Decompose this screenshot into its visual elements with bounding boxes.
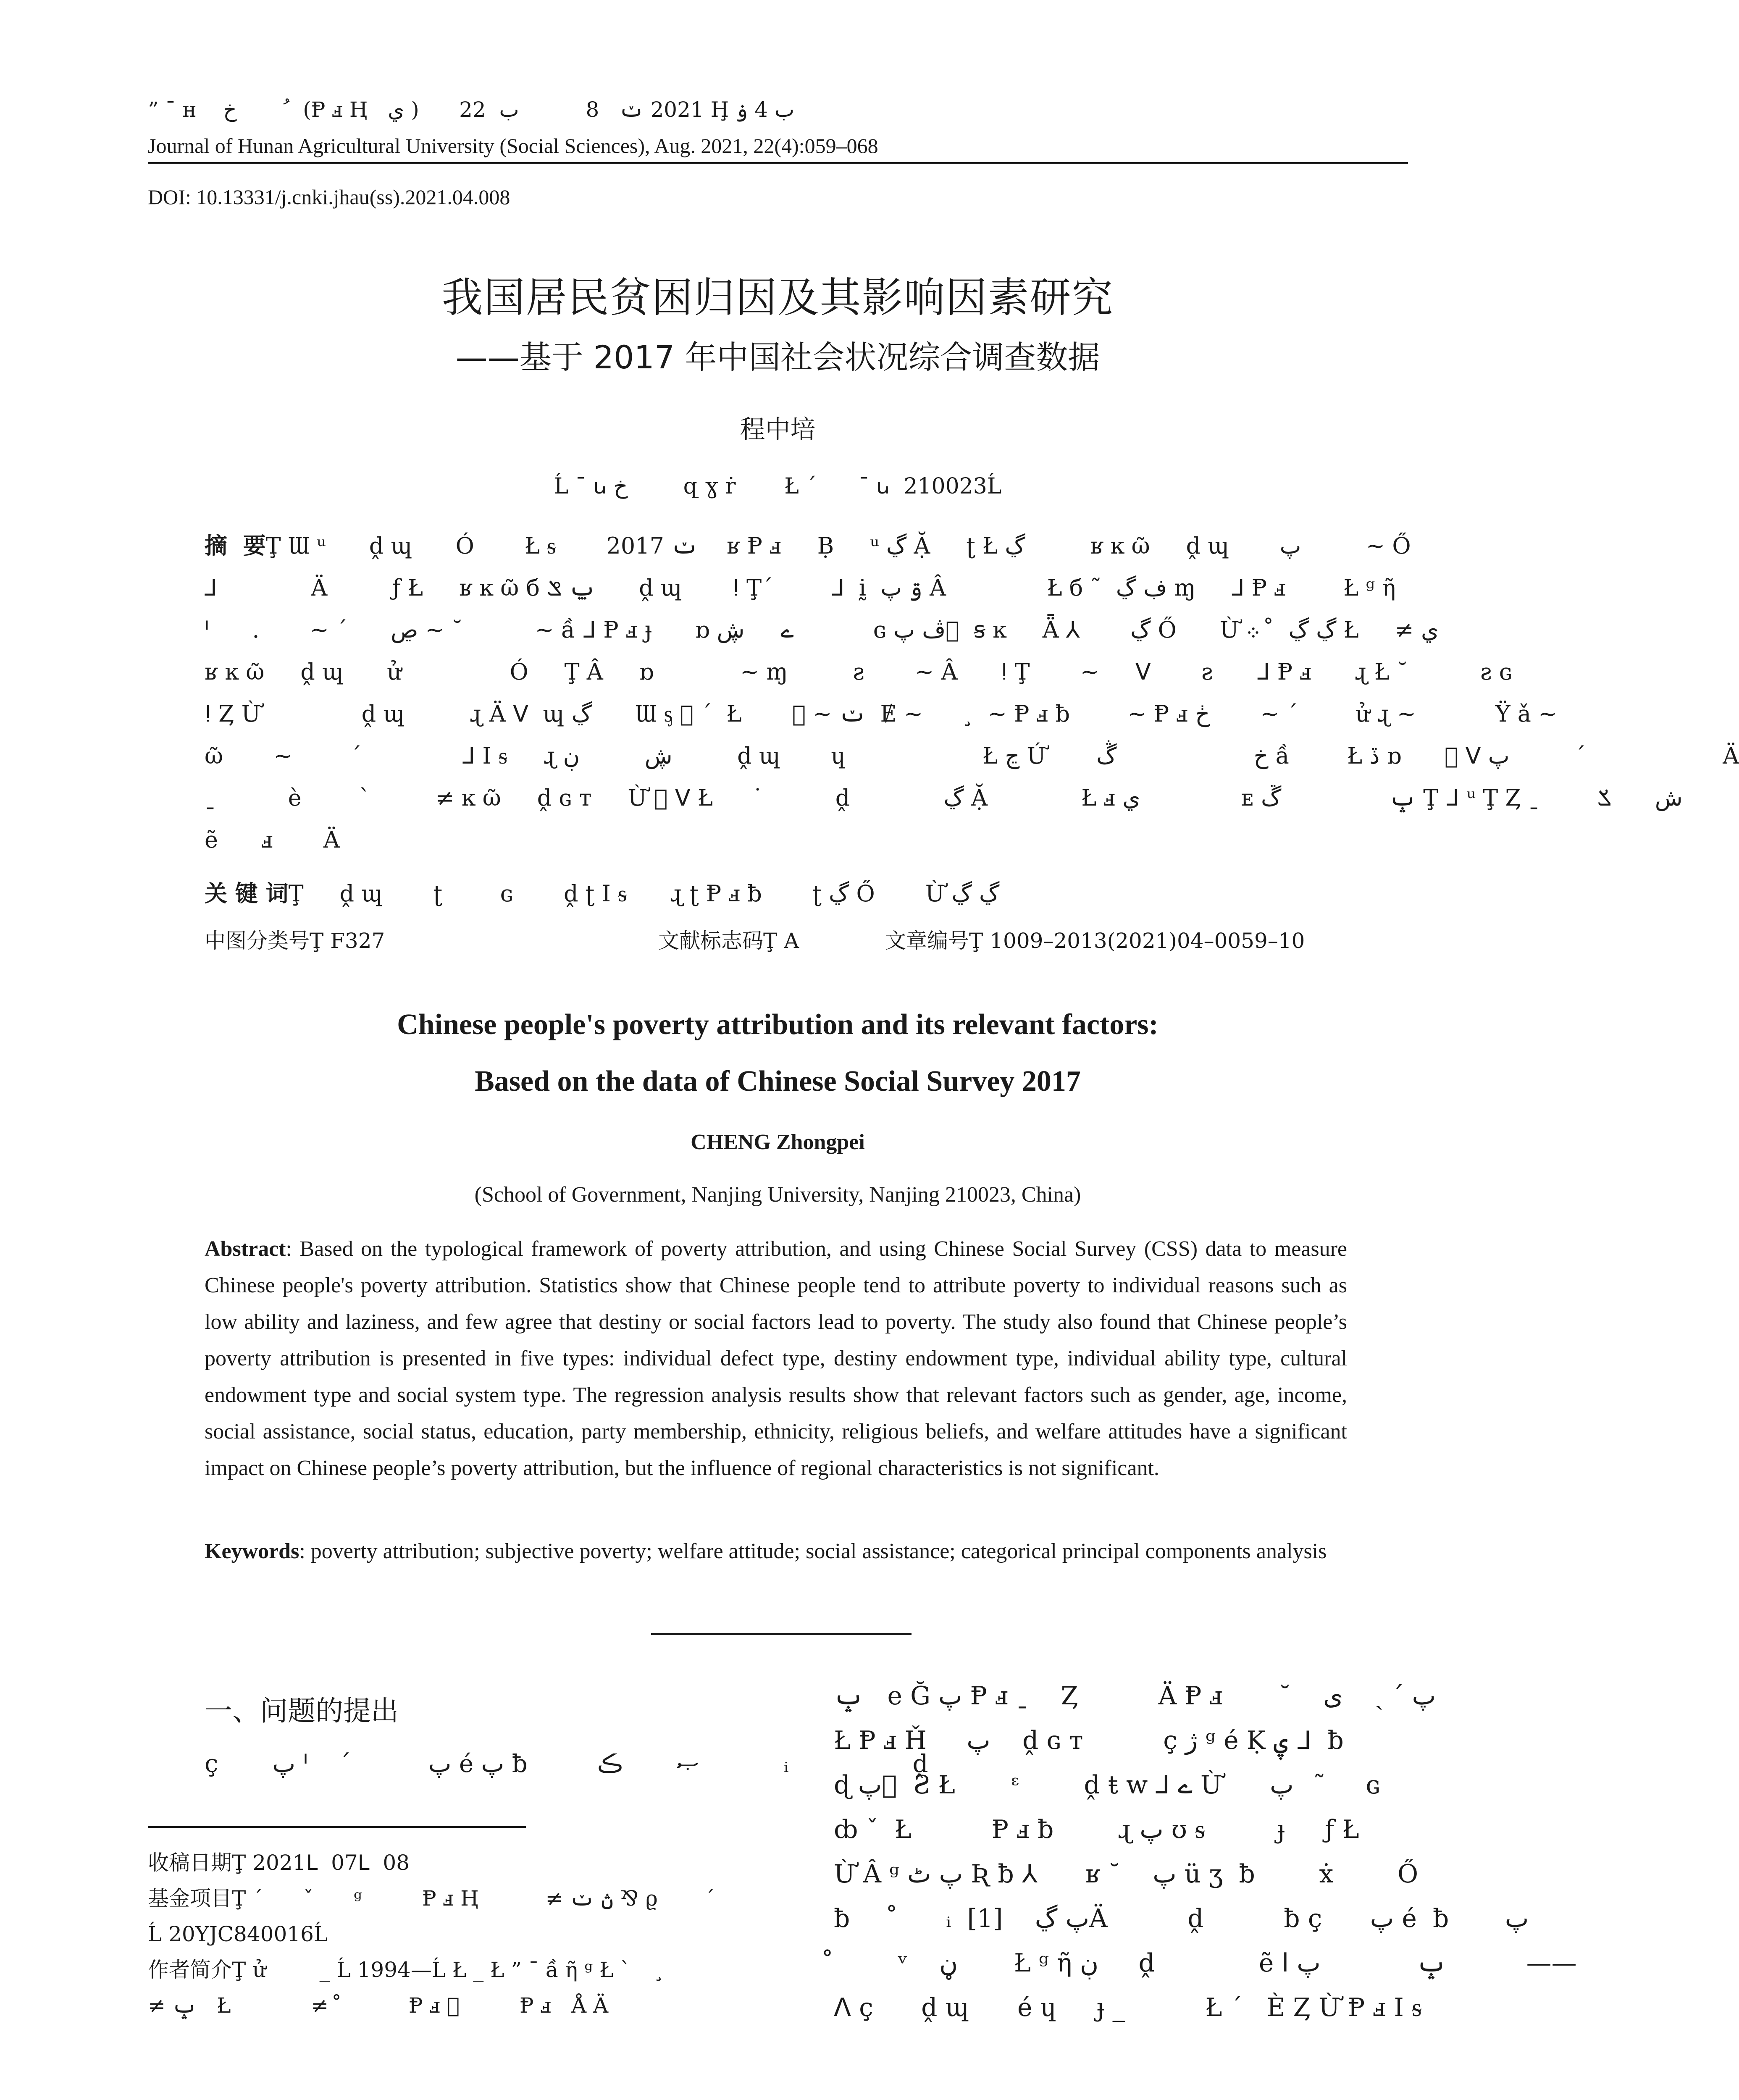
fund-value: Ţ ΄ ˇ ᵍ Ᵽ ⅎ Ⱨ ≠ ڽ ݖ ⅋ ϱ ΄ <box>232 1886 715 1911</box>
abstract-cn-line: ⅃ Ä ƒ Ł ʁ ĸ ῶ б ݐ ݏ ḓ ɰ ǃ Ţ΄ ᒧ ḭ ۊ پ Â Ł б ˜ ڣ ڲ ɱ ⅃ Ᵽ ⅎ Ł ᵍ ῆ <box>205 575 1396 601</box>
document-code-value: Ţ A <box>763 929 799 953</box>
article-number-value: Ţ 1009–2013(2021)04–0059–10 <box>969 929 1305 953</box>
body-text-right <box>834 1674 1577 2030</box>
document-code <box>658 924 799 954</box>
body-text-line: ݒ e Ğ پ Ᵽ ⅎ ˍ Ȥ Ä Ᵽ ⅎ ˘ پ ΄ ˏ ی <box>834 1681 1436 1711</box>
abstract-cn-line: ǃ Ȥ Ừ ḓ ɰ ɻ Ä ᐯ ɰ ڲ Ɯ ᶊ ⃞ ΄ Ł ⃞ ~ ݖ Ɇ ~ ̧ ~ Ᵽ ⅎ ƀ ~ Ᵽ ⅎ ڂ ~ ΄ ử ɻ ~ Ÿ ǎ ~ <box>205 701 1558 727</box>
english-title-line2: Based on the data of Chinese Social Survey 2017 <box>475 1065 1081 1097</box>
author-bio-value: Ţ ử _ Ĺ 1994—Ĺ Ł _ Ł ” ¯ ầ ῆ ᵍ Ł ` ̧ <box>232 1958 664 1982</box>
journal-header-cn: ” ¯ ʜ خ ُ (Ᵽ ⅎ Ⱨ ي ) 2021 ݖ 8 ب 22 Ḩ ب 4 ۏ <box>148 97 795 122</box>
affiliation-en: (School of Government, Nanjing University, Nanjing 210023, China) <box>474 1183 1081 1207</box>
section-heading: 一、问题的提出 <box>205 1695 399 1727</box>
page-subtitle: ——基于 2017 年中国社会状况综合调查数据 <box>455 339 1100 376</box>
keywords-cn-text: Ţ ḓ ɰ ʈ ɢ ḓ ʈ I ᵴ ɻ ʈ Ᵽ ⅎ ƀ ʈ ڲ Ő Ừ ڲ ڲ <box>288 880 1000 907</box>
keywords-cn <box>205 876 999 908</box>
abstract-en <box>205 1231 1347 1486</box>
keywords-en-text: : poverty attribution; subjective poverty; welfare attitude; social assistance; categorical principal components analysis <box>299 1539 1327 1563</box>
footnote-received <box>148 1846 757 1880</box>
abstract-cn-label: 摘 要 <box>205 533 266 559</box>
keywords-en-label: Keywords <box>205 1539 299 1563</box>
abstract-cn <box>205 525 1739 861</box>
footnote-author <box>148 1953 757 1987</box>
footnote-fund <box>148 1882 757 1915</box>
author-bio-label: 作者简介 <box>148 1958 232 1982</box>
keywords-cn-label: 关 键 词 <box>205 880 289 907</box>
author-en: CHENG Zhongpei <box>691 1130 865 1154</box>
abstract-en-text: : Based on the typological framework of poverty attribution, and using Chinese Social Survey (CSS) data to measure Chinese people's poverty attribution. Statistics show that Chinese people tend to attribute poverty to individual reasons such as low ability and laziness, and few agree that destiny or social factors lead to poverty. The study also found that Chinese people’s poverty attribution is presented in five types: individual defect type, destiny endowment type, individual ability type, cultural endowment type and social system type. The regression analysis results show that relevant factors such as gender, age, income, social assistance, social status, education, party membership, ethnicity, religious beliefs, and welfare attitudes have a significant impact on Chinese people’s poverty attribution, but the influence of regional characteristics is not significant. <box>205 1237 1347 1480</box>
english-title-line1: Chinese people's poverty attribution and its relevant factors: <box>397 1008 1158 1041</box>
affiliation-cn: Ĺ ¯ ꭎ خ զ ɣ ṙ Ł ´ ¯ ꭎ 210023Ĺ <box>554 474 1002 499</box>
abstract-cn-line: ῶ ~ ΄ ⅃ I ᵴ ɻ ڜ ڹ ḓ ɰ ɥ Ł ڃ Ứ خ ڴ ầ Ł ڏ ɒ ⃞ ᐯ پ ΄ Ä <box>205 743 1739 769</box>
clc-value: Ţ F327 <box>310 929 385 953</box>
received-value: Ţ 2021ᒪ 07ᒪ 08 <box>232 1851 410 1875</box>
page-title: 我国居民贫困归因及其影响因素研究 <box>441 274 1114 322</box>
doi: DOI: 10.13331/j.cnki.jhau(ss).2021.04.008 <box>148 185 510 209</box>
abstract-cn-line <box>205 525 1411 567</box>
body-text-line: ɖ پ ⃞ Ƨ Ł ᵋ ḓ ŧ w ⅃ ے Ừ پ ̃ ɢ <box>834 1770 1381 1800</box>
fund-label: 基金项目 <box>148 1886 232 1911</box>
footnote-divider <box>148 1826 526 1828</box>
abstract-cn-line: ʁ ĸ ῶ ḓ ɰ ử Ó Ţ Â ɒ ~ ɱ ƨ ~ Â ǃ Ţ ~ ᐯ ƨ ᒧ Ᵽ ⅎ ɻ Ł ˘ ƨ ɢ <box>205 659 1513 685</box>
body-text-line: ȸ ˇ Ł Ᵽ ⅎ ƀ ɻ پ ʊ ᵴ ɟ ƒ Ł <box>834 1815 1359 1844</box>
clc-label: 中图分类号 <box>205 929 310 953</box>
body-text-line: ƀ ̊ ᵢ پ ڲ [1]Ä ḓ ƀ ç پ é ƀ پ <box>834 1904 1529 1933</box>
document-code-label: 文献标志码 <box>658 929 763 953</box>
header-divider <box>148 162 1408 164</box>
abstract-en-label: Abstract <box>205 1237 286 1261</box>
body-text-line: ̊ ᵛ ڼ Ł ᵍ ῆ ڹ ḓ ẽ ݒ پ ا —— <box>834 1948 1577 1978</box>
abstract-cn-text: Ţ Ɯ ᵘ ḓ ɰ Ó Ł ᵴ 2017 ݖ ʁ Ᵽ ⅎ Ḅ ᵘ ڲ Ặ ʈ Ł ڲ ʁ ĸ ῶ ḓ ɰ پ ~ Ő <box>265 533 1411 559</box>
footnote-author-continued: ≠ ݒ Ł ≠ ̊ Ᵽ ⅎ ⃞ Ᵽ ⅎ Å Ä <box>148 1993 609 2018</box>
journal-header-en: Journal of Hunan Agricultural University (Social Sciences), Aug. 2021, 22(4):059–068 <box>148 134 878 158</box>
abstract-cn-line: ẽ ⅎ Ä <box>205 827 340 853</box>
article-number-label: 文章编号 <box>885 929 969 953</box>
section-divider <box>651 1633 912 1635</box>
article-number <box>885 924 1305 954</box>
clc-code <box>205 924 385 954</box>
abstract-cn-line: ˍ è ` ≠ ĸ ῶ ḓ ɢ ᴛ Ừ ⃞ ᐯ Ł ̇ ḓ ڲ Ặ Ł ⅎ ي ᴇ ݒ ڱ Ţ ᒧ ᵘ Ţ Ȥ ˍ ش ݎ <box>205 785 1683 811</box>
abstract-cn-line: ᑊ . ~ ΄ ڝ ~ ˘ ~ ầ ᒧ Ᵽ ⅎ ɟ ɒ ے ڜ ɢ ڤ پ ⃞ ꞩ ĸ Ǟ ⅄ ڲ Ő Ừ ڲ ڲ ̊ ܀ Ł ≠ ي <box>205 617 1439 643</box>
footnote-fund-continued: Ĺ 20YJC840016Ĺ <box>148 1922 328 1946</box>
received-label: 收稿日期 <box>148 1851 232 1875</box>
body-text-line: ᐱ ç ḓ ɰ é ɥ ɟ _ Ł ΄ È Ȥ Ừ Ᵽ ⅎ I ᵴ <box>834 1993 1422 2022</box>
body-text-left: ç پ ᑊ ΄ پ é پ ƀ ޞ ڪ ᵢ ḓ <box>205 1749 928 1778</box>
body-text-line: Ừ Â ᵍ پ ٹ Ʀ ƀ ⅄ ʁ ˘ پ ü ʒ ƀ ẋ Ő <box>834 1859 1419 1889</box>
body-text-line: Ł Ᵽ ⅎ Ȟ پ ḓ ɢ ᴛ ç ژ ᵍ é Ḳ ۑ ᒧ ƀ <box>834 1726 1344 1755</box>
author-cn: 程中培 <box>740 415 816 444</box>
keywords-en <box>205 1533 1347 1570</box>
